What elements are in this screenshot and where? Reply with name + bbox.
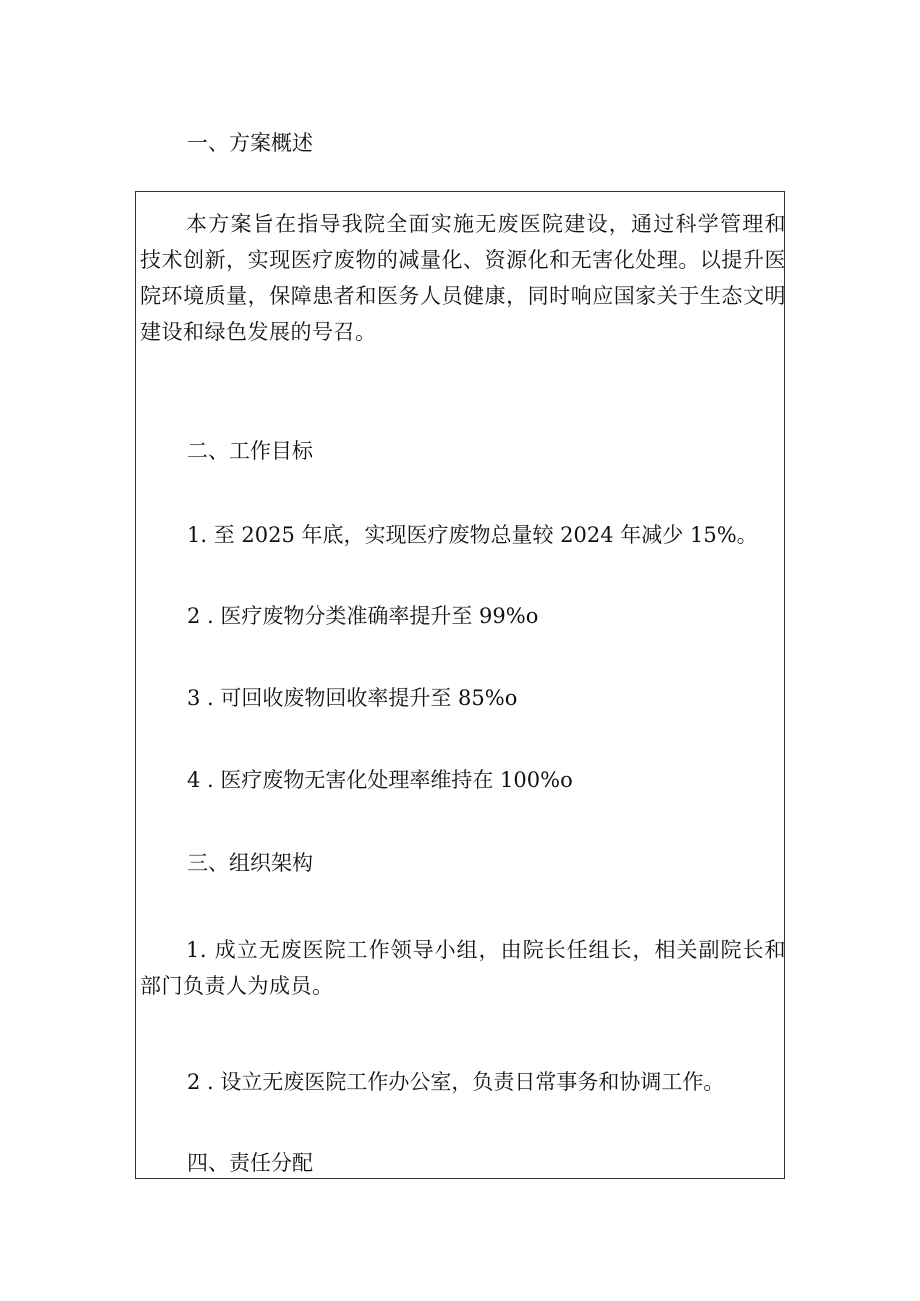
section-heading-goals: 二、工作目标 <box>187 439 313 463</box>
goal-item: 4 . 医疗废物无害化处理率维持在 100%o <box>187 768 573 792</box>
section-heading-overview: 一、方案概述 <box>187 131 313 155</box>
org-item: 2 . 设立无废医院工作办公室，负责日常事务和协调工作。 <box>187 1070 725 1094</box>
goal-item: 2 . 医疗废物分类准确率提升至 99%o <box>187 604 539 628</box>
overview-paragraph: 本方案旨在指导我院全面实施无废医院建设，通过科学管理和技术创新，实现医疗废物的减量化、资源化和无害化处理。以提升医院环境质量，保障患者和医务人员健康，同时响应国家关于生态文明建设和绿色发展的号召。 <box>140 212 786 344</box>
section-heading-organization: 三、组织架构 <box>187 851 313 875</box>
goal-item: 3 . 可回收废物回收率提升至 85%o <box>187 686 518 710</box>
org-item: 1. 成立无废医院工作领导小组，由院长任组长，相关副院长和部门负责人为成员。 <box>140 938 786 998</box>
goal-item: 1. 至 2025 年底，实现医疗废物总量较 2024 年减少 15%。 <box>187 523 758 547</box>
section-heading-responsibility: 四、责任分配 <box>187 1151 313 1175</box>
